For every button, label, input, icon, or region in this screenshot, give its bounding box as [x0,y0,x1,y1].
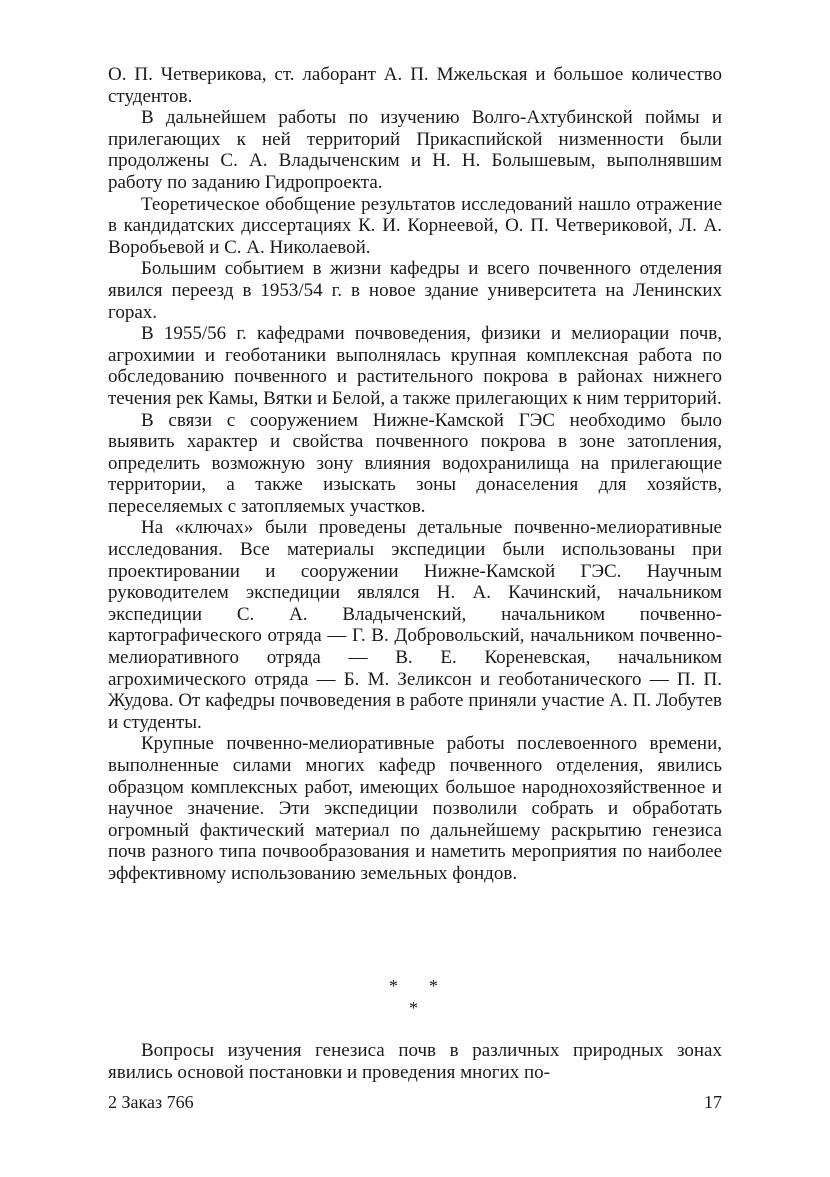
printer-signature: 2 Заказ 766 [108,1092,194,1112]
next-section-text [108,1040,722,1083]
page-footer [108,1092,722,1113]
paragraph-6: В связи с сооружением Нижне-Камской ГЭС необходимо было выявить характер и свойства почвенного покрова в зоне затопления, определить возможную зону влияния водохранилища на прилегающие территории, а также изыскать зоны донаселения для хозяйств, переселяемых с затопляемых участков. [108,409,722,517]
main-text [108,64,722,885]
paragraph-8: Крупные почвенно-мелиоративные работы послевоенного времени, выполненные силами многих кафедр почвенного отделения, явились образцом комплексных работ, имеющих большое народнохозяйственное и научное значение. Эти экспедиции позволили собрать и обработать огромный фактический материал по дальнейшему раскрытию генезиса почв разного типа почвообразования и наметить мероприятия по наиболее эффективному использованию земельных фондов. [108,733,722,884]
asterisk-bottom: * [409,998,418,1018]
paragraph-4: Большим событием в жизни кафедры и всего почвенного отделения явился переезд в 1953/54 г. в новое здание университета на Ленинских горах. [108,258,722,323]
paragraph-1: О. П. Четверикова, ст. лаборант А. П. Мжельская и большое количество студентов. [108,64,722,107]
asterisk-right: * [429,976,438,996]
page-number: 17 [704,1092,722,1112]
paragraph-tail: Вопросы изучения генезиса почв в различных природных зонах явились основой постановки и проведения многих по- [108,1040,722,1083]
paragraph-7: На «ключах» были проведены детальные почвенно-мелиоративные исследования. Все материалы экспедиции были использованы при проектировании и сооружении Нижне-Камской ГЭС. Научным руководителем экспедиции являлся Н. А. Качинский, начальником экспедиции С. А. Владыченский, начальником почвенно-картографического отряда — Г. В. Добровольский, начальником почвенно-мелиоративного отряда — В. Е. Кореневская, начальником агрохимического отряда — Б. М. Зеликсон и геоботанического — П. П. Жудова. От кафедры почвоведения в работе приняли участие А. П. Лобутев и студенты. [108,517,722,733]
paragraph-5: В 1955/56 г. кафедрами почвоведения, физики и мелиорации почв, агрохимии и геоботаники выполнялась крупная комплексная работа по обследованию почвенного и растительного покрова в районах нижнего течения рек Камы, Вятки и Белой, а также прилегающих к ним территорий. [108,323,722,409]
paragraph-2: В дальнейшем работы по изучению Волго-Ахтубинской поймы и прилегающих к ней территорий Прикаспийской низменности были продолжены С. А. Владыченским и Н. Н. Болышевым, выполнявшим работу по заданию Гидропроекта. [108,107,722,193]
asterisk-left: * [389,976,398,996]
paragraph-3: Теоретическое обобщение результатов исследований нашло отражение в кандидатских диссертациях К. И. Корнеевой, О. П. Четвериковой, Л. А. Воробьевой и С. А. Николаевой. [108,193,722,258]
